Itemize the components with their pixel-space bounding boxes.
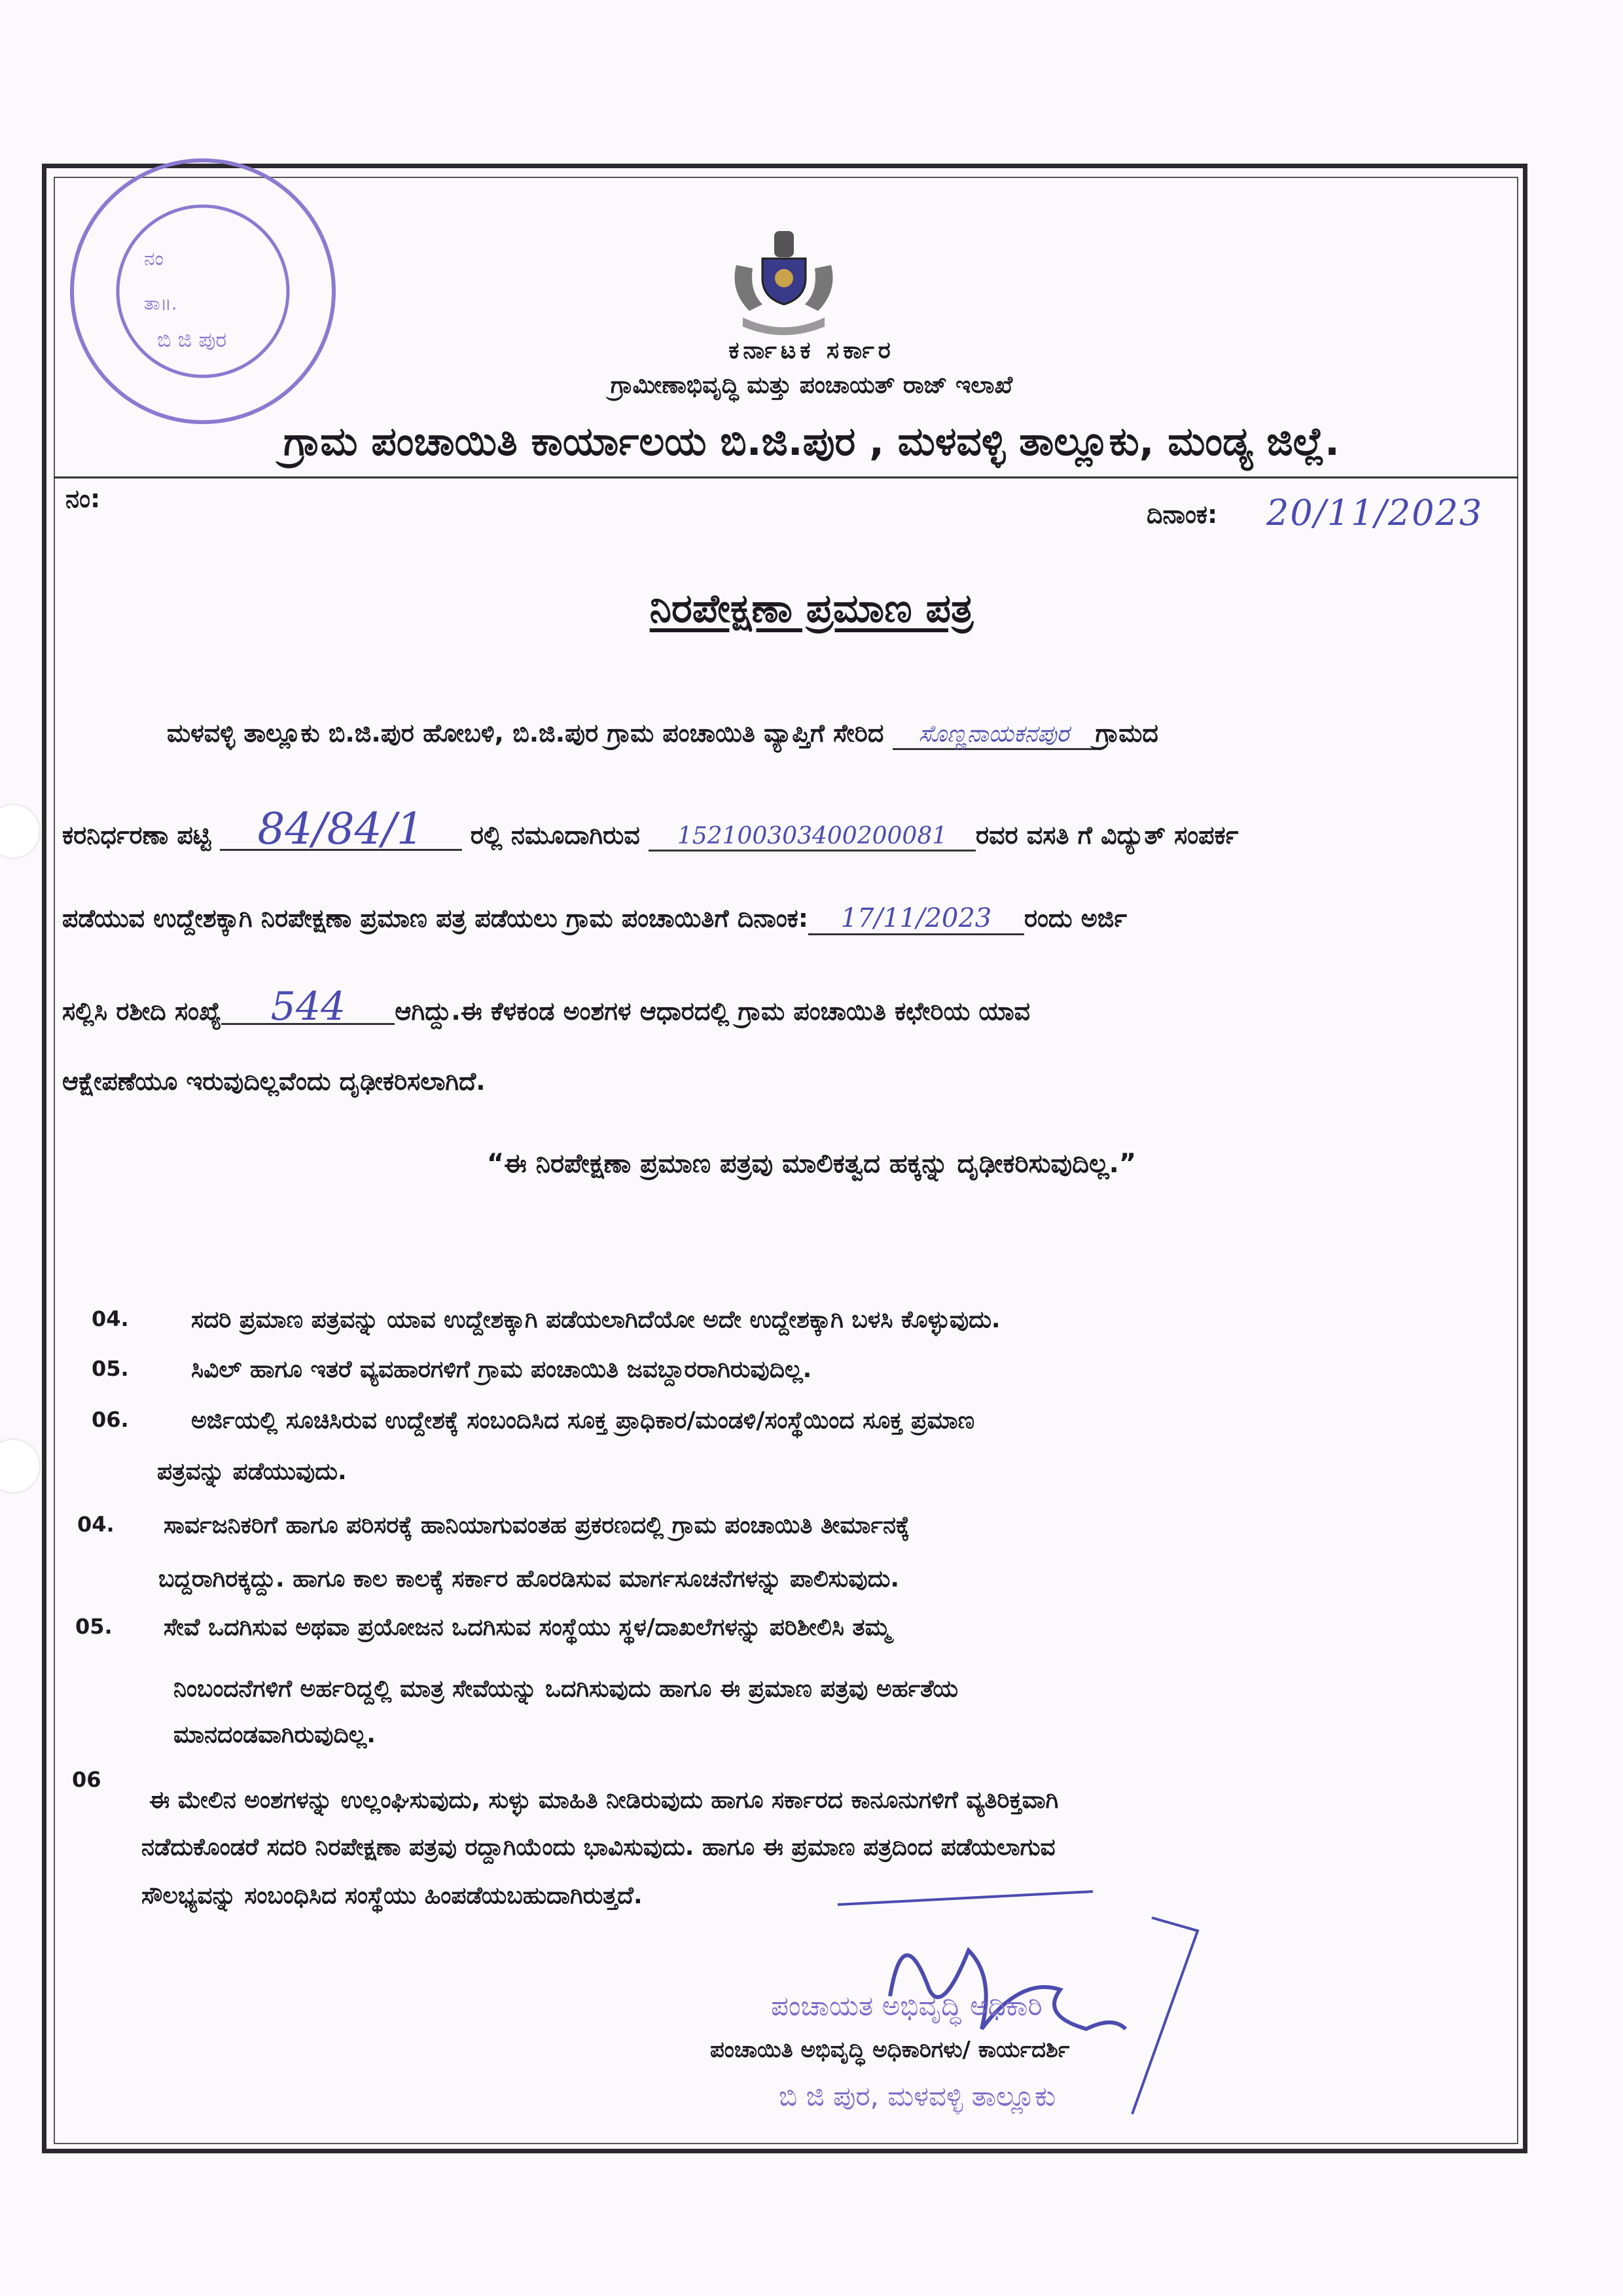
condition-line: ಬದ್ದರಾಗಿರಕ್ಕದ್ದು. ಹಾಗೂ ಕಾಲ ಕಾಲಕ್ಕೆ ಸರ್ಕಾರ ಹೊರಡಿಸುವ ಮಾರ್ಗಸೂಚನೆಗಳನ್ನು ಪಾಲಿಸುವುದು. — [158, 1566, 900, 1592]
condition-line: ಸದರಿ ಪ್ರಮಾಣ ಪತ್ರವನ್ನು ಯಾವ ಉದ್ದೇಶಕ್ಕಾಗಿ ಪಡೆಯಲಾಗಿದೆಯೋ ಅದೇ ಉದ್ದೇಶಕ್ಕಾಗಿ ಬಳಸಿ ಕೊಳ್ಳುವುದು. — [191, 1306, 1001, 1333]
condition-number: 04. — [77, 1512, 115, 1537]
date-label: ದಿನಾಂಕ: — [1147, 500, 1218, 529]
body-line-4 — [62, 984, 1031, 1030]
reference-number-label: ನಂ: — [65, 484, 101, 513]
seal-center-mid: ತಾ॥. — [144, 293, 177, 314]
body-line-3 — [62, 903, 1127, 935]
signature-stamp-title: ಪಂಚಾಯತ ಅಭಿವೃದ್ಧಿ ಅಧಿಕಾರಿ — [771, 1990, 1043, 2022]
body-text: ಸಲ್ಲಿಸಿ ರಶೀದಿ ಸಂಖ್ಯೆ — [62, 997, 222, 1026]
condition-line: ಪತ್ರವನ್ನು ಪಡೆಯುವುದು. — [157, 1458, 347, 1485]
condition-line: ಮಾನದಂಡವಾಗಿರುವುದಿಲ್ಲ. — [173, 1721, 376, 1748]
condition-number: 06. — [92, 1407, 129, 1432]
condition-number: 05. — [92, 1356, 129, 1381]
date-value: 20/11/2023 — [1266, 492, 1484, 533]
condition-number: 06 — [72, 1767, 101, 1792]
ownership-note: “ಈ ನಿರಪೇಕ್ಷಣಾ ಪ್ರಮಾಣ ಪತ್ರವು ಮಾಲಿಕತ್ವದ ಹಕ್ಕನ್ನು ದೃಢೀಕರಿಸುವುದಿಲ್ಲ.” — [486, 1149, 1137, 1179]
condition-line: ನಡೆದುಕೊಂಡರೆ ಸದರಿ ನಿರಪೇಕ್ಷಣಾ ಪತ್ರವು ರದ್ದಾಗಿಯೆಂದು ಭಾವಿಸುವುದು. ಹಾಗೂ ಈ ಪ್ರಮಾಣ ಪತ್ರದಿಂದ ಪಡೆಯಲಾಗುವ — [141, 1834, 1056, 1861]
department-name: ಗ್ರಾಮೀಣಾಭಿವೃದ್ಧಿ ಮತ್ತು ಪಂಚಾಯತ್ ರಾಜ್ ಇಲಾಖೆ — [610, 372, 1013, 399]
body-text: ಕರನಿರ್ಧರಣಾ ಪಟ್ಟಿ — [62, 821, 211, 850]
seal-center-top: ನಂ — [144, 247, 164, 270]
punch-hole — [0, 805, 39, 857]
condition-line: ಸಾರ್ವಜನಿಕರಿಗೆ ಹಾಗೂ ಪರಿಸರಕ್ಕೆ ಹಾನಿಯಾಗುವಂತಹ ಪ್ರಕರಣದಲ್ಲಿ ಗ್ರಾಮ ಪಂಚಾಯಿತಿ ತೀರ್ಮಾನಕ್ಕೆ — [164, 1512, 910, 1539]
village-field: ಸೊಣ್ಣನಾಯಕನಪುರ — [893, 721, 1096, 750]
condition-line: ಸೌಲಭ್ಯವನ್ನು ಸಂಬಂಧಿಸಿದ ಸಂಸ್ಥೆಯು ಹಿಂಪಡೆಯಬಹುದಾಗಿರುತ್ತದೆ. — [141, 1882, 643, 1909]
punch-hole — [0, 1440, 39, 1492]
property-id-field: 152100303400200081 — [649, 823, 976, 852]
body-text: ರವರ ವಸತಿ ಗೆ ವಿದ್ಯುತ್ ಸಂಪರ್ಕ — [975, 821, 1239, 850]
body-line-1 — [167, 719, 1158, 750]
condition-line: ಈ ಮೇಲಿನ ಅಂಶಗಳನ್ನು ಉಲ್ಲಂಘಿಸುವುದು, ಸುಳ್ಳು ಮಾಹಿತಿ ನೀಡಿರುವುದು ಹಾಗೂ ಸರ್ಕಾರದ ಕಾನೂನುಗಳಿಗೆ ವ್ಯತಿರಿಕ್ತವಾಗಿ — [149, 1787, 1059, 1814]
condition-number: 05. — [75, 1614, 113, 1639]
body-text: ಪಡೆಯುವ ಉದ್ದೇಶಕ್ಕಾಗಿ ನಿರಪೇಕ್ಷಣಾ ಪ್ರಮಾಣ ಪತ್ರ ಪಡೆಯಲು ಗ್ರಾಮ ಪಂಚಾಯಿತಿಗೆ ದಿನಾಂಕ: — [62, 904, 808, 933]
condition-line: ಸಿವಿಲ್ ಹಾಗೂ ಇತರೆ ವ್ಯವಹಾರಗಳಿಗೆ ಗ್ರಾಮ ಪಂಚಾಯಿತಿ ಜವಬ್ದಾರರಾಗಿರುವುದಿಲ್ಲ. — [191, 1356, 812, 1383]
body-text: ರಲ್ಲಿ ನಮೂದಾಗಿರುವ — [470, 821, 640, 850]
document-title: ನಿರಪೇಕ್ಷಣಾ ಪ್ರಮಾಣ ಪತ್ರ — [649, 586, 974, 632]
condition-number: 04. — [92, 1306, 129, 1331]
khata-number-field: 84/84/1 — [220, 810, 462, 851]
body-text: ಆಗಿದ್ದು.ಈ ಕೆಳಕಂಡ ಅಂಶಗಳ ಆಧಾರದಲ್ಲಿ ಗ್ರಾಮ ಪಂಚಾಯಿತಿ ಕಛೇರಿಯ ಯಾವ — [395, 997, 1031, 1026]
signatory-designation: ಪಂಚಾಯಿತಿ ಅಭಿವೃದ್ಧಿ ಅಧಿಕಾರಿಗಳು/ ಕಾರ್ಯದರ್ಶಿ — [710, 2037, 1070, 2063]
govt-name: ಕರ್ನಾಟಕ ಸರ್ಕಾರ — [728, 337, 895, 364]
office-name: ಗ್ರಾಮ ಪಂಚಾಯಿತಿ ಕಾರ್ಯಾಲಯ ಬಿ.ಜಿ.ಪುರ , ಮಳವಳ್ಳಿ ತಾಲ್ಲೂಕು, ಮಂಡ್ಯ ಜಿಲ್ಲೆ. — [283, 419, 1340, 465]
condition-line: ಸೇವೆ ಒದಗಿಸುವ ಅಥವಾ ಪ್ರಯೋಜನ ಒದಗಿಸುವ ಸಂಸ್ಥೆಯು ಸ್ಥಳ/ದಾಖಲೆಗಳನ್ನು ಪರಿಶೀಲಿಸಿ ತಮ್ಮ — [164, 1614, 891, 1641]
receipt-number-field: 544 — [221, 990, 395, 1025]
body-line-2 — [62, 804, 1239, 854]
seal-center-bottom: ಬಿ ಜಿ ಪುರ — [157, 327, 227, 352]
body-text: ರಂದು ಅರ್ಜಿ — [1024, 904, 1128, 933]
body-text: ಗ್ರಾಮದ — [1095, 719, 1158, 747]
application-date-field: 17/11/2023 — [808, 903, 1024, 935]
condition-line: ಅರ್ಜಿಯಲ್ಲಿ ಸೂಚಿಸಿರುವ ಉದ್ದೇಶಕ್ಕೆ ಸಂಬಂದಿಸಿದ ಸೂಕ್ತ ಪ್ರಾಧಿಕಾರ/ಮಂಡಳಿ/ಸಂಸ್ಥೆಯಿಂದ ಸೂಕ್ತ ಪ್ರಮಾಣ — [191, 1407, 975, 1434]
body-line-5: ಆಕ್ಷೇಪಣೆಯೂ ಇರುವುದಿಲ್ಲವೆಂದು ದೃಢೀಕರಿಸಲಾಗಿದೆ. — [62, 1067, 486, 1096]
header-divider — [54, 476, 1518, 478]
signature-stamp-place: ಬಿ ಜಿ ಪುರ, ಮಳವಳ್ಳಿ ತಾಲ್ಲೂಕು — [779, 2080, 1056, 2112]
condition-line: ನಿಂಬಂದನೆಗಳಿಗೆ ಅರ್ಹರಿದ್ದಲ್ಲಿ ಮಾತ್ರ ಸೇವೆಯನ್ನು ಒದಗಿಸುವುದು ಹಾಗೂ ಈ ಪ್ರಮಾಣ ಪತ್ರವು ಅರ್ಹತೆಯ — [173, 1676, 959, 1702]
state-emblem-icon — [723, 226, 844, 337]
body-text: ಮಳವಳ್ಳಿ ತಾಲ್ಲೂಕು ಬಿ.ಜಿ.ಪುರ ಹೋಬಳಿ, ಬಿ.ಜಿ.ಪುರ ಗ್ರಾಮ ಪಂಚಾಯಿತಿ ವ್ಯಾಪ್ತಿಗೆ ಸೇರಿದ — [167, 719, 884, 747]
